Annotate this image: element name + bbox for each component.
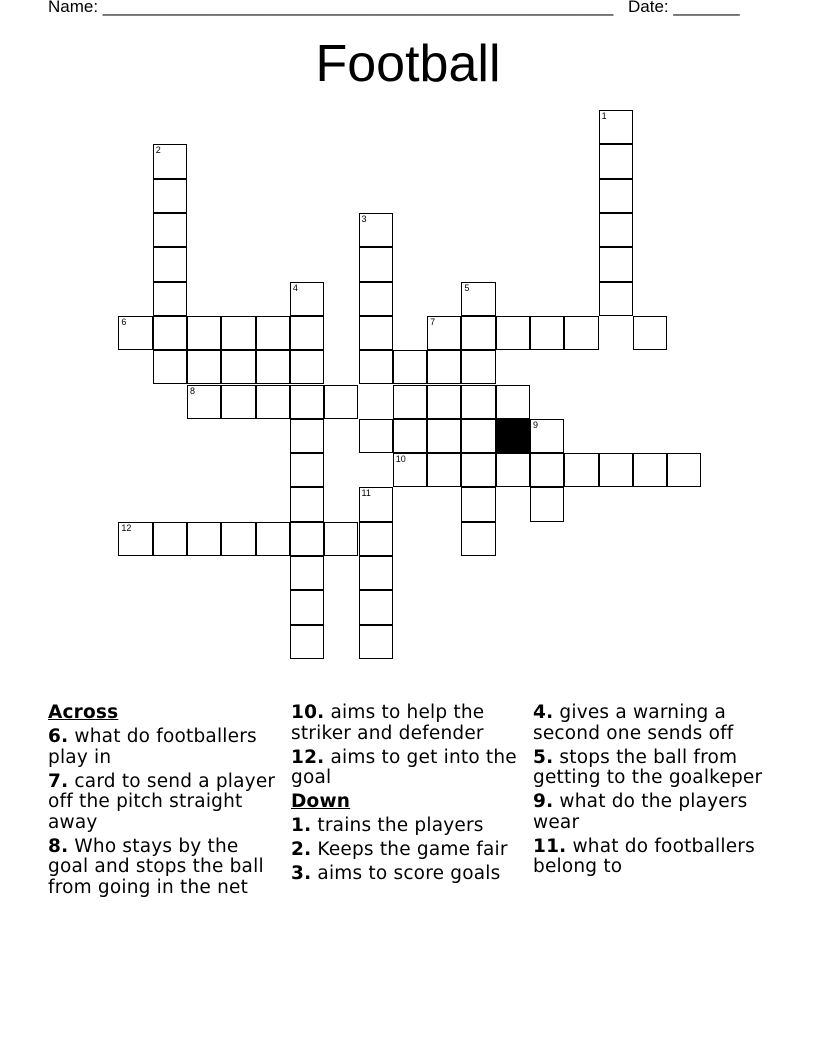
clue-text: what do the players wear — [533, 791, 748, 833]
grid-cell[interactable] — [667, 453, 701, 487]
clue-number: 3. — [291, 862, 312, 884]
grid-cell[interactable] — [461, 282, 495, 316]
grid-cell[interactable] — [221, 350, 255, 384]
clue-number-label: 7 — [430, 316, 436, 327]
grid-cell[interactable] — [393, 419, 427, 453]
clue-text: card to send a player off the pitch straight away — [48, 770, 276, 833]
down-clue-5 — [533, 748, 773, 789]
clue-column-3 — [533, 700, 773, 879]
grid-cell[interactable] — [461, 453, 495, 487]
grid-cell[interactable] — [359, 316, 393, 350]
down-heading: Down — [291, 790, 351, 812]
grid-cell[interactable] — [290, 350, 324, 384]
grid-cell[interactable] — [599, 453, 633, 487]
grid-cell[interactable] — [153, 350, 187, 384]
grid-cell[interactable] — [153, 247, 187, 281]
grid-cell[interactable] — [221, 522, 255, 556]
grid-cell[interactable] — [564, 316, 598, 350]
across-clue-10 — [291, 703, 527, 744]
grid-cell[interactable] — [359, 522, 393, 556]
clue-text: aims to help the striker and defender — [291, 702, 485, 744]
grid-cell[interactable] — [393, 453, 427, 487]
grid-cell[interactable] — [290, 316, 324, 350]
down-clue-3 — [291, 864, 527, 885]
grid-cell[interactable] — [290, 282, 324, 316]
blocked-cell — [496, 419, 530, 453]
grid-cell[interactable] — [461, 350, 495, 384]
grid-cell[interactable] — [427, 453, 461, 487]
clue-number: 6. — [48, 726, 69, 747]
grid-cell[interactable] — [290, 453, 324, 487]
grid-cell[interactable] — [290, 385, 324, 419]
clue-number: 8. — [48, 835, 69, 857]
grid-cell[interactable] — [359, 282, 393, 316]
grid-cell[interactable] — [153, 144, 187, 178]
grid-cell[interactable] — [599, 144, 633, 178]
grid-cell[interactable] — [530, 419, 564, 453]
grid-cell[interactable] — [187, 350, 221, 384]
page-title: Football — [315, 35, 501, 93]
clue-text: aims to get into the goal — [291, 746, 517, 788]
grid-cell[interactable] — [393, 350, 427, 384]
grid-cell[interactable] — [153, 282, 187, 316]
grid-cell[interactable] — [153, 316, 187, 350]
grid-cell[interactable] — [359, 625, 393, 659]
grid-cell[interactable] — [461, 487, 495, 521]
grid-cell[interactable] — [599, 282, 633, 316]
clue-text: what do footballers belong to — [533, 835, 755, 877]
clue-number: 1. — [291, 814, 312, 836]
grid-cell[interactable] — [496, 385, 530, 419]
clue-number-label: 6 — [121, 316, 127, 327]
grid-cell[interactable] — [256, 385, 290, 419]
down-clue-2 — [291, 840, 527, 861]
grid-cell[interactable] — [187, 385, 221, 419]
grid-cell[interactable] — [290, 590, 324, 624]
clue-number-label: 3 — [361, 214, 367, 224]
clue-text: aims to score goals — [317, 862, 501, 884]
clue-text: Keeps the game fair — [317, 838, 508, 860]
grid-cell[interactable] — [564, 453, 598, 487]
clue-number: 12. — [291, 746, 325, 768]
across-clue-8 — [48, 837, 284, 899]
clue-number-label: 5 — [464, 282, 470, 293]
clue-column-1 — [48, 700, 284, 899]
clue-number-label: 11 — [361, 488, 371, 499]
grid-cell[interactable] — [461, 419, 495, 453]
grid-cell[interactable] — [359, 247, 393, 281]
date-field-label: Date: _______ — [628, 0, 740, 16]
grid-cell[interactable] — [599, 110, 633, 144]
grid-cell[interactable] — [359, 213, 393, 247]
grid-cell[interactable] — [256, 522, 290, 556]
grid-cell[interactable] — [290, 419, 324, 453]
across-clue-6 — [48, 727, 284, 768]
grid-cell[interactable] — [530, 316, 564, 350]
grid-cell[interactable] — [427, 350, 461, 384]
clue-number: 5. — [533, 746, 554, 768]
grid-cell[interactable] — [530, 487, 564, 521]
grid-cell[interactable] — [359, 590, 393, 624]
clue-number: 7. — [48, 770, 69, 792]
grid-cell[interactable] — [633, 316, 667, 350]
across-clue-7 — [48, 772, 284, 834]
grid-cell[interactable] — [599, 179, 633, 213]
grid-cell[interactable] — [290, 522, 324, 556]
clue-number: 4. — [533, 702, 554, 723]
grid-cell[interactable] — [496, 316, 530, 350]
across-clue-12 — [291, 748, 527, 789]
grid-cell[interactable] — [118, 522, 152, 556]
clue-number-label: 8 — [190, 385, 196, 396]
clue-number-label: 1 — [601, 111, 607, 122]
down-clue-4 — [533, 703, 773, 744]
grid-cell[interactable] — [359, 556, 393, 590]
grid-cell[interactable] — [153, 522, 187, 556]
clue-number: 10. — [291, 702, 325, 723]
grid-cell[interactable] — [153, 179, 187, 213]
down-clue-9 — [533, 792, 773, 833]
grid-cell[interactable] — [393, 385, 427, 419]
clue-number: 9. — [533, 791, 554, 812]
grid-cell[interactable] — [359, 350, 393, 384]
clue-text: what do footballers play in — [48, 726, 257, 768]
grid-cell[interactable] — [496, 453, 530, 487]
clue-text: Who stays by the goal and stops the ball from going in the net — [48, 835, 264, 898]
grid-cell[interactable] — [324, 522, 358, 556]
across-heading: Across — [48, 702, 119, 723]
grid-cell[interactable] — [427, 316, 461, 350]
grid-cell[interactable] — [633, 453, 667, 487]
grid-cell[interactable] — [153, 213, 187, 247]
down-clue-1 — [291, 816, 527, 837]
grid-cell[interactable] — [221, 316, 255, 350]
grid-cell[interactable] — [187, 316, 221, 350]
clue-number-label: 12 — [121, 522, 132, 533]
clue-number-label: 2 — [155, 145, 161, 156]
grid-cell[interactable] — [256, 350, 290, 384]
grid-cell[interactable] — [359, 487, 393, 521]
grid-cell[interactable] — [290, 487, 324, 521]
clue-text: gives a warning a second one sends off — [533, 702, 734, 744]
grid-cell[interactable] — [324, 385, 358, 419]
grid-cell[interactable] — [118, 316, 152, 350]
clue-text: stops the ball from getting to the goalkeper — [533, 746, 763, 788]
grid-cell[interactable] — [290, 625, 324, 659]
clue-column-2 — [291, 700, 527, 885]
grid-cell[interactable] — [221, 385, 255, 419]
grid-cell[interactable] — [599, 213, 633, 247]
clue-text: trains the players — [317, 814, 484, 836]
clue-number-label: 4 — [292, 282, 298, 293]
grid-cell[interactable] — [359, 419, 393, 453]
grid-cell[interactable] — [427, 419, 461, 453]
grid-cell[interactable] — [256, 316, 290, 350]
clue-number-label: 9 — [533, 419, 539, 430]
name-field-label: Name: ______________________________________________________ — [48, 0, 614, 16]
grid-cell[interactable] — [427, 385, 461, 419]
grid-cell[interactable] — [290, 556, 324, 590]
clue-number: 2. — [291, 838, 312, 860]
grid-cell[interactable] — [461, 316, 495, 350]
clue-number: 11. — [533, 835, 567, 857]
grid-cell[interactable] — [599, 247, 633, 281]
grid-cell[interactable] — [461, 522, 495, 556]
grid-cell[interactable] — [530, 453, 564, 487]
down-clue-11 — [533, 837, 773, 878]
grid-cell[interactable] — [187, 522, 221, 556]
clue-number-label: 10 — [395, 454, 406, 465]
grid-cell[interactable] — [461, 385, 495, 419]
